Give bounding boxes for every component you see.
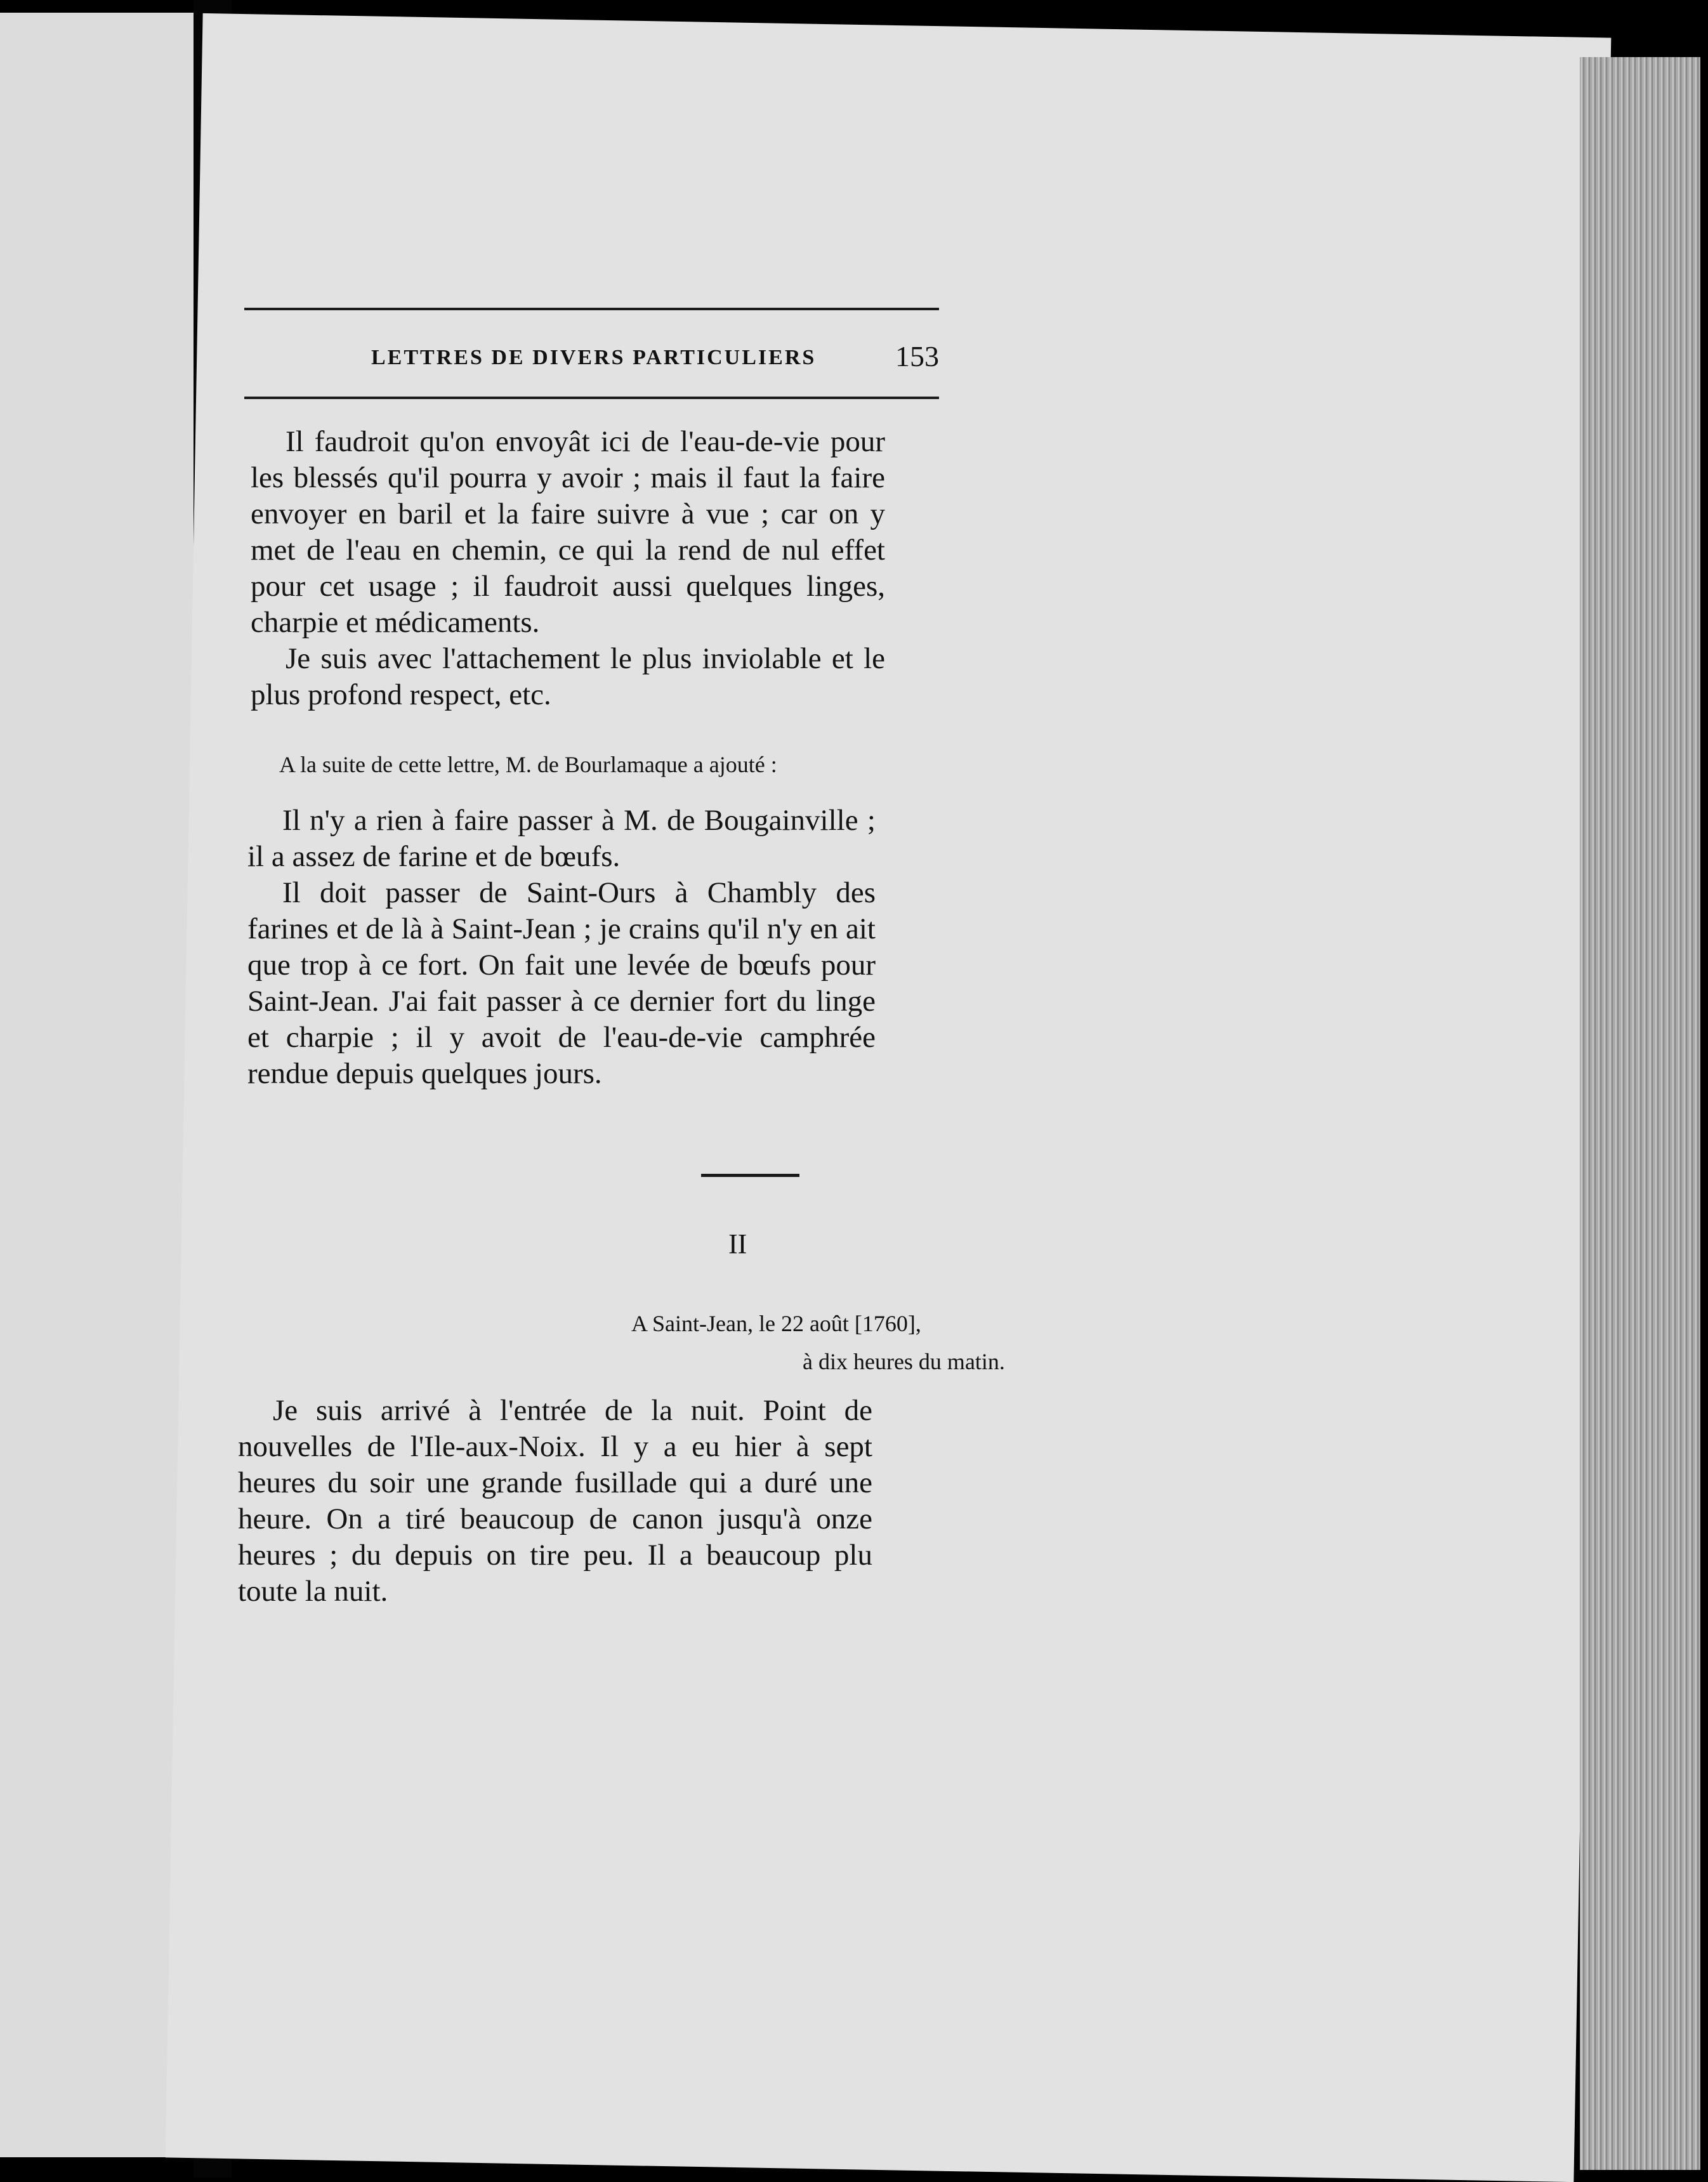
letter-2-body [238,1393,872,1610]
paragraph: Il faudroit qu'on envoyât ici de l'eau-de-vie pour les blessés qu'il pourra y avoir ; mais il faut la faire envoyer en baril et la faire suivre à vue ; car on y met de l'eau en chemin, ce qui la rend de nul effet pour cet usage ; il faudroit aussi quelques linges, charpie et médicaments. [251,425,885,639]
running-title: LETTRES DE DIVERS PARTICULIERS [371,346,817,369]
section-divider [701,1174,799,1177]
section-number: II [728,1228,747,1259]
addendum [247,803,876,1092]
paragraph: Il doit passer de Saint-Ours à Chambly des farines et de là à Saint-Jean ; je crains qu'il n'y en ait que trop à ce fort. On fait une levée de bœufs pour Saint-Jean. J'ai fait passer à ce dernier fort du linge et charpie ; il y avoit de l'eau-de-vie camphrée rendue depuis quelques jours. [247,876,876,1090]
page-header [244,308,939,416]
paragraph: Je suis avec l'attachement le plus inviolable et le plus profond respect, etc. [251,642,885,711]
dateline-place-date: A Saint-Jean, le 22 août [1760], [631,1311,921,1336]
paragraph: Je suis arrivé à l'entrée de la nuit. Point de nouvelles de l'Ile-aux-Noix. Il y a eu hier à sept heures du soir une grande fusillade qui a duré une heure. On a tiré beaucoup de canon jusqu'à onze heures ; du depuis on tire peu. Il a beaucoup plu toute la nuit. [238,1394,872,1608]
header-rule-bottom [244,397,939,399]
page-number: 153 [895,340,939,372]
dateline-time: à dix heures du matin. [803,1349,1005,1374]
header-rule-top [244,308,939,310]
facing-page-edge [0,13,194,2157]
letter-closing [251,424,885,713]
page-stack-edge [1580,57,1700,2170]
editorial-note: A la suite de cette lettre, M. de Bourlamaque a ajouté : [279,752,777,777]
paragraph: Il n'y a rien à faire passer à M. de Bougainville ; il a assez de farine et de bœufs. [247,804,876,873]
